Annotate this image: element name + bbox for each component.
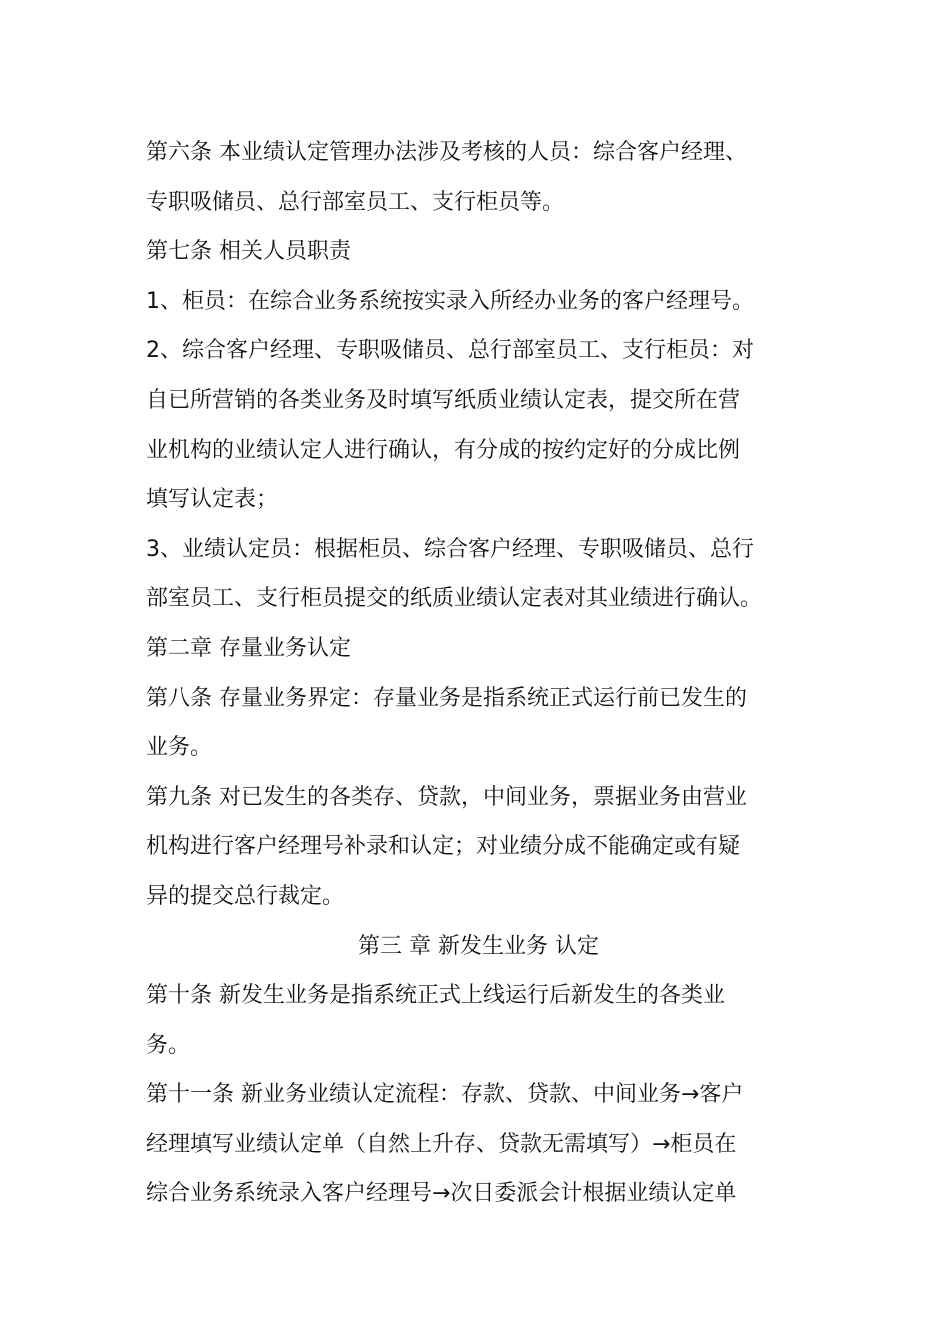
article-6-line-2: 专职吸储员、总行部室员工、支行柜员等。 [146,189,565,215]
article-11-line-1: 第十一条 新业务业绩认定流程：存款、贷款、中间业务→客户 [146,1082,744,1108]
duty-item-1: 1、柜员：在综合业务系统按实录入所经办业务的客户经理号。 [146,288,754,314]
article-10-line-1: 第十条 新发生业务是指系统正式上线运行后新发生的各类业 [146,983,725,1009]
document-body [146,128,811,1219]
article-11-line-2: 经理填写业绩认定单（自然上升存、贷款无需填写）→柜员在 [146,1131,737,1157]
duty-item-3-line-2: 部室员工、支行柜员提交的纸质业绩认定表对其业绩进行确认。 [146,586,763,612]
article-9-line-3: 异的提交总行裁定。 [146,883,345,909]
article-7-heading: 第七条 相关人员职责 [146,239,351,265]
duty-item-2-line-3: 业机构的业绩认定人进行确认，有分成的按约定好的分成比例 [146,437,741,463]
article-6-line-1: 第六条 本业绩认定管理办法涉及考核的人员：综合客户经理、 [146,140,747,165]
article-8-line-2: 业务。 [146,735,213,761]
article-9-line-2: 机构进行客户经理号补录和认定；对业绩分成不能确定或有疑 [146,834,741,860]
article-8-line-1: 第八条 存量业务界定：存量业务是指系统正式运行前已发生的 [146,685,747,711]
duty-item-2-line-4: 填写认定表； [146,487,279,513]
duty-item-3-line-1: 3、业绩认定员：根据柜员、综合客户经理、专职吸储员、总行 [146,536,754,562]
duty-item-2-line-2: 自已所营销的各类业务及时填写纸质业绩认定表，提交所在营 [146,387,741,413]
article-9-line-1: 第九条 对已发生的各类存、贷款，中间业务，票据业务由营业 [146,784,747,810]
article-11-line-3: 综合业务系统录入客户经理号→次日委派会计根据业绩认定单 [146,1181,737,1207]
duty-item-2-line-1: 2、综合客户经理、专职吸储员、总行部室员工、支行柜员：对 [146,338,754,364]
chapter-3-heading: 第三 章 新发生业务 认定 [358,933,599,959]
chapter-2-heading: 第二章 存量业务认定 [146,635,351,661]
article-10-line-2: 务。 [146,1032,191,1058]
